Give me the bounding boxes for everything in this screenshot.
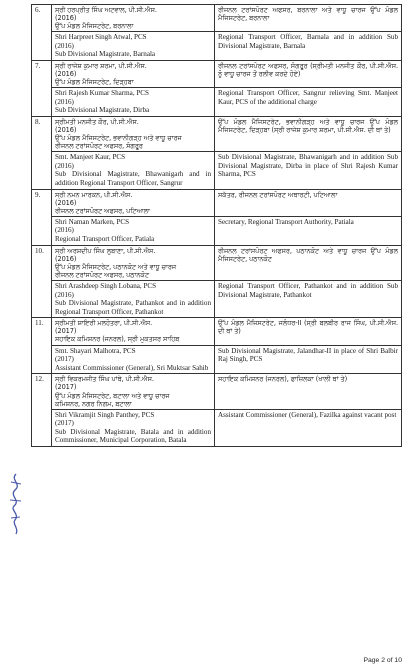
table-row-english	[32, 88, 402, 117]
text-line: ਸ੍ਰੀ ਅਰਸ਼ਦੀਪ ਸਿੰਘ ਲੁਬਾਣਾ, ਪੀ.ਸੀ.ਐਸ.	[55, 246, 156, 255]
text-line: Sub Divisional Magistrate, Batala and in addition Commissioner, Municipal Corporation, Batala	[55, 427, 211, 445]
text-line: ਰੀਜਨਲ ਟਰਾਂਸਪੋਰਟ ਅਫਸਰ, ਪਟਿਆਲਾ	[55, 206, 150, 215]
table-row-english	[32, 216, 402, 245]
text-line: (2016)	[55, 226, 74, 235]
officer-current-posting-english	[52, 32, 215, 61]
text-line: ਸ੍ਰੀ ਹਰਪ੍ਰੀਤ ਸਿੰਘ ਅਟਵਾਲ, ਪੀ.ਸੀ.ਐਸ.	[55, 6, 157, 14]
serial-number: 11.	[32, 318, 52, 374]
officer-current-posting-punjabi	[52, 245, 215, 280]
text-line: Sub Divisional Magistrate, Dirba	[55, 106, 150, 115]
new-posting-english: Sub Divisional Magistrate, Jalandhar-II in place of Shri Balbir Raj Singh, PCS	[215, 345, 402, 374]
text-line: (2016)	[55, 14, 77, 23]
serial-number: 8.	[32, 117, 52, 190]
text-line: (2016)	[55, 126, 77, 135]
text-line: (2016)	[55, 290, 74, 299]
new-posting-english: Regional Transport Officer, Barnala and in addition Sub Divisional Magistrate, Barnala	[215, 32, 402, 61]
text-line: ਉੱਪ ਮੰਡਲ ਮੈਜਿਸਟਰੇਟ, ਪਠਾਨਕੋਟ ਅਤੇ ਵਾਧੂ ਚਾਰਜ	[55, 262, 177, 271]
text-line: ਉੱਪ ਮੰਡਲ ਮੈਜਿਸਟਰੇਟ, ਬਟਾਲਾ ਅਤੇ ਵਾਧੂ ਚਾਰਜ	[55, 391, 170, 400]
new-posting-punjabi: ਸਕੱਤਰ, ਰੀਜਨਲ ਟਰਾਂਸਪੋਰਟ ਅਥਾਰਟੀ, ਪਟਿਆਲਾ	[215, 189, 402, 216]
text-line: (2017)	[55, 327, 77, 336]
new-posting-english: Assistant Commissioner (General), Fazilka against vacant post	[215, 409, 402, 447]
officer-current-posting-punjabi	[52, 374, 215, 409]
serial-number: 10.	[32, 245, 52, 318]
text-line: ਸ੍ਰੀ ਰਾਜੇਸ਼ ਕੁਮਾਰ ਸ਼ਰਮਾ, ਪੀ.ਸੀ.ਐਸ.	[55, 62, 147, 71]
new-posting-punjabi: ਉੱਪ ਮੰਡਲ ਮੈਜਿਸਟਰੇਟ, ਜਲੰਧਰ-II (ਸ੍ਰੀ ਬਲਬੀਰ ਰਾਜ ਸਿੰਘ, ਪੀ.ਸੀ.ਐਸ. ਦੀ ਥਾਂ ਤੇ)	[215, 318, 402, 345]
officer-current-posting-english	[52, 152, 215, 190]
new-posting-english: Regional Transport Officer, Pathankot and in addition Sub Divisional Magistrate, Pathankot	[215, 280, 402, 318]
text-line: ਰੀਜਨਲ ਟਰਾਂਸਪੋਰਟ ਅਫਸਰ, ਪਠਾਨਕੋਟ	[55, 270, 149, 279]
text-line: Assistant Commissioner (General), Sri Muktsar Sahib	[55, 363, 209, 372]
text-line: Regional Transport Officer, Patiala	[55, 235, 155, 244]
new-posting-punjabi: ਰੀਜਨਲ ਟਰਾਂਸਪੋਰਟ ਅਫਸਰ, ਪਠਾਨਕੋਟ ਅਤੇ ਵਾਧੂ ਚਾਰਜ ਉੱਪ ਮੰਡਲ ਮੈਜਿਸਟਰੇਟ, ਪਠਾਨਕੋਟ	[215, 245, 402, 280]
table-row-english	[32, 152, 402, 190]
text-line: Shri Harpreet Singh Atwal, PCS	[55, 33, 147, 42]
officer-current-posting-english	[52, 345, 215, 374]
new-posting-punjabi: ਰੀਜਨਲ ਟਰਾਂਸਪੋਰਟ ਅਫਸਰ, ਬਰਨਾਲਾ ਅਤੇ ਵਾਧੂ ਚਾਰਜ ਉੱਪ ਮੰਡਲ ਮੈਜਿਸਟਰੇਟ, ਬਰਨਾਲਾ	[215, 5, 402, 32]
text-line: ਉੱਪ ਮੰਡਲ ਮੈਜਿਸਟਰੇਟ, ਭਵਾਨੀਗੜ੍ਹ ਅਤੇ ਵਾਧੂ ਚਾਰਜ	[55, 134, 182, 143]
text-line: ਸਹਾਇਕ ਕਮਿਸ਼ਨਰ (ਜਨਰਲ), ਸ੍ਰੀ ਮੁਕਤਸਰ ਸਾਹਿਬ	[55, 335, 180, 344]
table-row-english	[32, 32, 402, 61]
text-line: Shri Naman Marken, PCS	[55, 217, 130, 226]
text-line: (2016)	[55, 198, 77, 207]
text-line: (2016)	[55, 161, 74, 170]
table-row-punjabi	[32, 245, 402, 280]
serial-number: 6.	[32, 5, 52, 61]
officer-current-posting-punjabi	[52, 318, 215, 345]
officer-current-posting-punjabi	[52, 189, 215, 216]
text-line: ਸ੍ਰੀ ਵਿਕਰਮਜੀਤ ਸਿੰਘ ਪਾਂਥੇ, ਪੀ.ਸੀ.ਐਸ.	[55, 375, 154, 384]
officer-current-posting-english	[52, 280, 215, 318]
new-posting-punjabi: ਸਹਾਇਕ ਕਮਿਸ਼ਨਰ (ਜਨਰਲ), ਫਾਜ਼ਿਲਕਾ (ਖਾਲੀ ਥਾਂ ਤੇ)	[215, 374, 402, 409]
text-line: (2017)	[55, 355, 74, 364]
page-number: Page 2 of 10	[363, 657, 402, 664]
transfer-orders-table	[31, 4, 402, 447]
table-row-english	[32, 280, 402, 318]
text-line: (2017)	[55, 383, 77, 392]
text-line: Smt. Shayari Malhotra, PCS	[55, 346, 136, 355]
text-line: ਸ੍ਰੀਮਤੀ ਮਨਜੀਤ ਕੌਰ, ਪੀ.ਸੀ.ਐਸ.	[55, 118, 139, 127]
text-line: ਸ੍ਰੀਮਤੀ ਸ਼ਾਇਰੀ ਮਲਹੋਤਰਾ, ਪੀ.ਸੀ.ਐਸ.	[55, 319, 153, 328]
handwritten-initials-stamp	[6, 470, 26, 540]
text-line: Shri Vikramjit Singh Panthey, PCS	[55, 410, 155, 419]
text-line: (2017)	[55, 419, 74, 428]
text-line: ਉੱਪ ਮੰਡਲ ਮੈਜਿਸਟਰੇਟ, ਬਰਨਾਲਾ	[55, 22, 134, 31]
officer-current-posting-punjabi	[52, 61, 215, 88]
text-line: ਕਮਿਸ਼ਨਰ, ਨਗਰ ਨਿਗਮ, ਬਟਾਲਾ	[55, 399, 132, 408]
table-row-english	[32, 345, 402, 374]
new-posting-punjabi: ਉੱਪ ਮੰਡਲ ਮੈਜਿਸਟਰੇਟ, ਭਵਾਨੀਗੜ੍ਹ ਅਤੇ ਵਾਧੂ ਚਾਰਜ ਉੱਪ ਮੰਡਲ ਮੈਜਿਸਟਰੇਟ, ਦਿੜ੍ਹਬਾ (ਸ੍ਰੀ ਰਾਜੇਸ਼ ਕੁਮਾਰ ਸ਼ਰਮਾ, ਪੀ.ਸੀ.ਐਸ. ਦੀ ਥਾਂ ਤੇ)	[215, 117, 402, 152]
serial-number: 9.	[32, 189, 52, 245]
text-line: Shri Arashdeep Singh Lobana, PCS	[55, 281, 157, 290]
serial-number: 12.	[32, 374, 52, 447]
officer-current-posting-english	[52, 88, 215, 117]
text-line: (2016)	[55, 41, 74, 50]
text-line: Sub Divisional Magistrate, Bhawanigarh and in addition Regional Transport Officer, Sangrur	[55, 170, 211, 188]
officer-current-posting-punjabi	[52, 5, 215, 32]
text-line: ਸ੍ਰੀ ਨਮਨ ਮਾਰਕਨ, ਪੀ.ਸੀ.ਐਸ.	[55, 190, 133, 199]
text-line: Shri Rajesh Kumar Sharma, PCS	[55, 89, 149, 98]
text-line: (2016)	[55, 70, 77, 79]
text-line: (2016)	[55, 254, 77, 263]
table-row-punjabi	[32, 374, 402, 409]
officer-current-posting-punjabi	[52, 117, 215, 152]
table-row-punjabi	[32, 318, 402, 345]
table-row-punjabi	[32, 117, 402, 152]
text-line: Sub Divisional Magistrate, Barnala	[55, 50, 156, 59]
table-row-punjabi	[32, 189, 402, 216]
table-row-english	[32, 409, 402, 447]
text-line: Sub Divisional Magistrate, Pathankot and in addition Regional Transport Officer, Pathankot	[55, 299, 211, 316]
new-posting-english: Sub Divisional Magistrate, Bhawanigarh and in addition Sub Divisional Magistrate, Dirba in place of Shri Rajesh Kumar Sharma, PCS	[215, 152, 402, 190]
text-line: Smt. Manjeet Kaur, PCS	[55, 153, 126, 162]
serial-number: 7.	[32, 61, 52, 117]
table-row-punjabi	[32, 61, 402, 88]
text-line: (2016)	[55, 97, 74, 106]
officer-current-posting-english	[52, 409, 215, 447]
officer-current-posting-english	[52, 216, 215, 245]
text-line: ਰੀਜਨਲ ਟਰਾਂਸਪੋਰਟ ਅਫਸਰ, ਸੰਗਰੂਰ	[55, 142, 143, 151]
table-row-punjabi	[32, 5, 402, 32]
new-posting-punjabi: ਰੀਜਨਲ ਟਰਾਂਸਪੋਰਟ ਅਫਸਰ, ਸੰਗਰੂਰ (ਸ੍ਰੀਮਤੀ ਮਨਜੀਤ ਕੌਰ, ਪੀ.ਸੀ.ਐਸ. ਨੂੰ ਵਾਧੂ ਚਾਰਜ ਤੋਂ ਰਲੀਵ ਕਰਦੇ ਹੋਏ)	[215, 61, 402, 88]
new-posting-english: Regional Transport Officer, Sangrur relieving Smt. Manjeet Kaur, PCS of the additional charge	[215, 88, 402, 117]
new-posting-english: Secretary, Regional Transport Authority, Patiala	[215, 216, 402, 245]
text-line: ਉੱਪ ਮੰਡਲ ਮੈਜਿਸਟਰੇਟ, ਦਿੜ੍ਹਬਾ	[55, 78, 134, 87]
